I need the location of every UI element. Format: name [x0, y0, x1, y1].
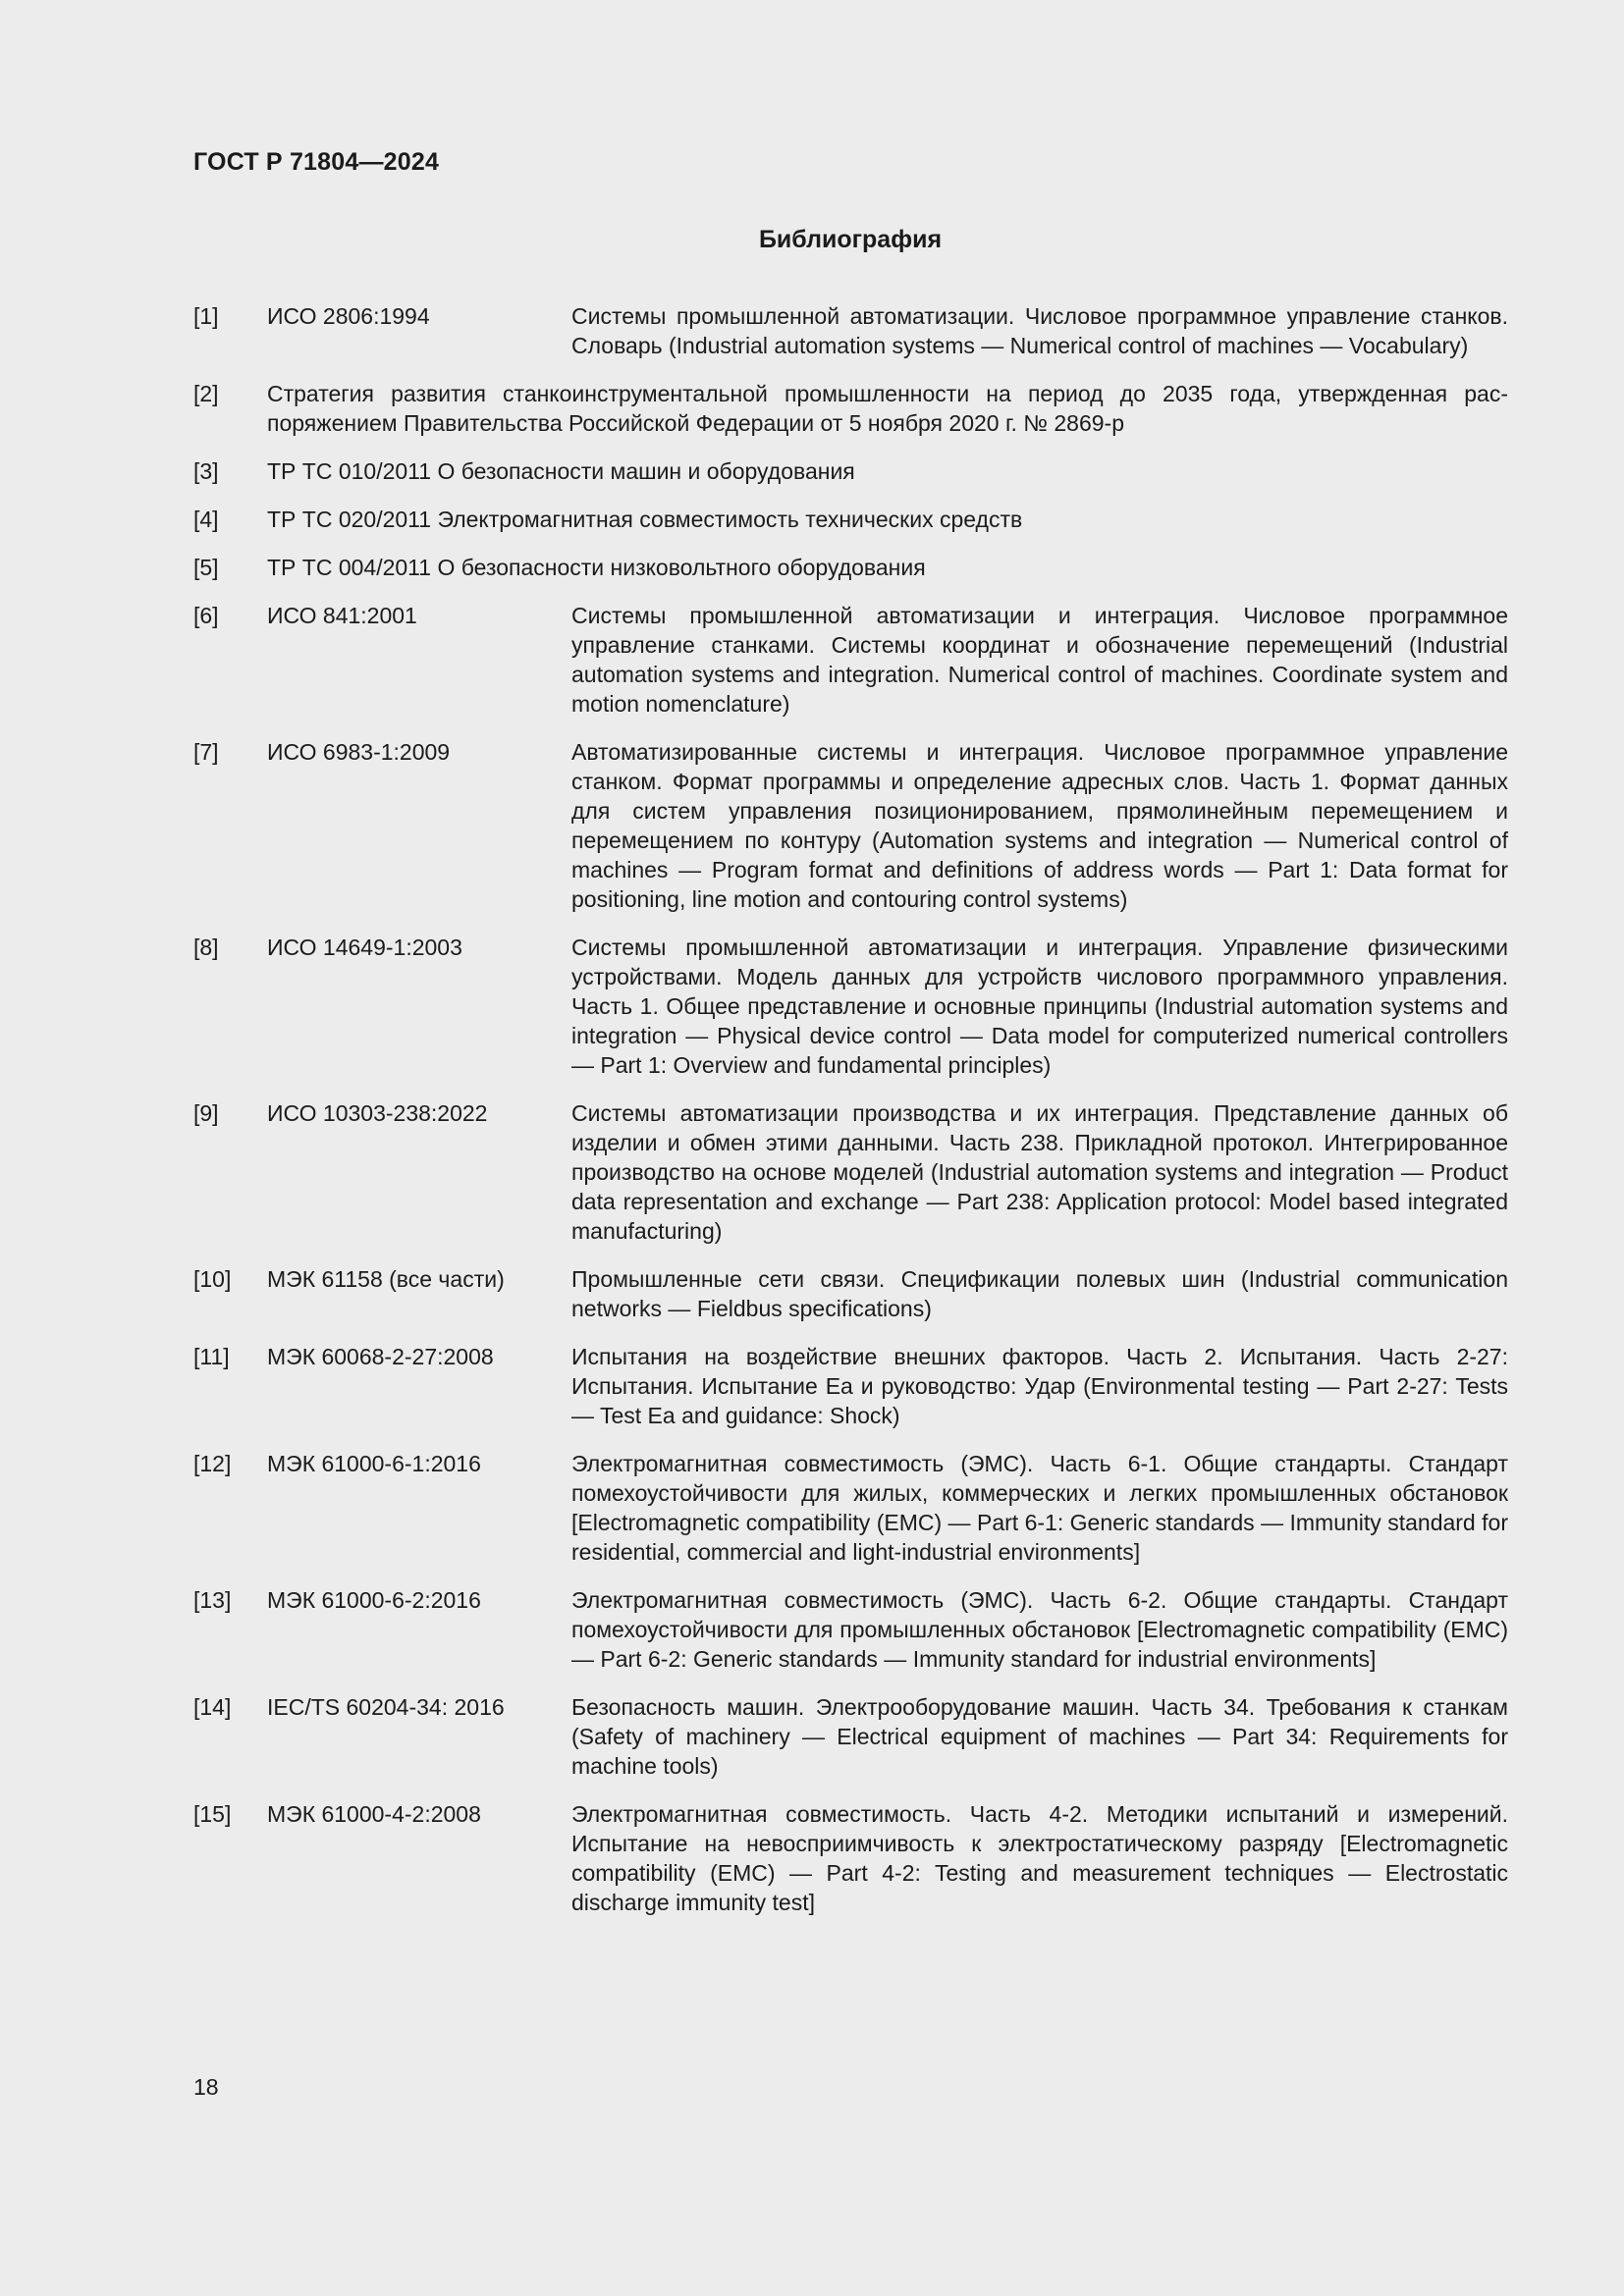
entry-description: ТР ТС 010/2011 О безопасности машин и оборудования	[267, 458, 855, 484]
bibliography-entry	[193, 1585, 1508, 1674]
entry-standard-code: МЭК 61158 (все части)	[267, 1266, 505, 1292]
entry-description: ТР ТС 004/2011 О безопасности низковольтного оборудования	[267, 555, 926, 580]
bibliography-entry	[193, 1264, 1508, 1323]
entry-description: Системы автоматизации производства и их интеграция. Представление данных об изделии и обмен этими данными. Часть 238. Прикладной протокол. Интегрированное производство на основе моделей (Industrial automation systems and integration — Product data representation and exchange — Part 238: Application protocol: Model based integrated manufacturing)	[571, 1100, 1508, 1244]
document-code-header: ГОСТ Р 71804—2024	[193, 148, 440, 176]
bibliography-entry	[193, 456, 1508, 486]
entry-number: [5]	[193, 555, 219, 580]
entry-number: [4]	[193, 507, 219, 532]
entry-standard-code: ИСО 10303-238:2022	[267, 1100, 488, 1126]
entry-standard-code: ИСО 6983-1:2009	[267, 739, 451, 765]
entry-standard-code: МЭК 61000-4-2:2008	[267, 1801, 481, 1827]
entry-description: Системы промышленной автоматизации и интеграция. Управление физическими устройствами. Модель данных для устройств числового программного управления. Часть 1. Общее представление и основные принципы (Industrial automation systems and integration — Physical device control — Data model for computerized numerical controllers — Part 1: Overview and fundamental principles)	[571, 934, 1508, 1078]
entry-description: Электромагнитная совместимость. Часть 4-2. Методики испытаний и измерений. Испытание на невосприимчивость к электростатическому разряду [Electromagnetic compatibility (EMC) — Part 4-2: Testing and measurement techniques — Electrostatic discharge immunity test]	[571, 1801, 1508, 1915]
entry-description: Промышленные сети связи. Спецификации полевых шин (Industrial communication networks — Fieldbus specifications)	[571, 1266, 1508, 1321]
entry-number: [11]	[193, 1344, 230, 1369]
bibliography-entry	[193, 505, 1508, 534]
entry-description: Стратегия развития станкоинструментальной промышленности на период до 2035 года, утвержденная распоряжением Правительства Российской Федерации от 5 ноября 2020 г. № 2869-р	[267, 381, 1508, 436]
bibliography-entry	[193, 301, 1508, 360]
entry-description: Безопасность машин. Электрооборудование машин. Часть 34. Требования к станкам (Safety of machinery — Electrical equipment of machines — Part 34: Requirements for machine tools)	[571, 1694, 1508, 1779]
entry-standard-code: МЭК 60068-2-27:2008	[267, 1344, 494, 1369]
entry-number: [1]	[193, 303, 219, 329]
entry-standard-code: МЭК 61000-6-1:2016	[267, 1451, 481, 1476]
bibliography-entry	[193, 1098, 1508, 1246]
entry-standard-code: ИСО 2806:1994	[267, 303, 430, 329]
entry-standard-code: IEC/TS 60204-34: 2016	[267, 1694, 505, 1720]
entry-standard-code: МЭК 61000-6-2:2016	[267, 1587, 481, 1613]
entry-description: Системы промышленной автоматизации. Числовое программное управление станков. Словарь (Industrial automation systems — Numerical control of machines — Vocabulary)	[571, 303, 1508, 358]
entry-number: [10]	[193, 1266, 232, 1292]
entry-description: Испытания на воздействие внешних факторов. Часть 2. Испытания. Часть 2-27: Испытания. Испытание Ea и руководство: Удар (Environmental testing — Part 2-27: Tests — Test Ea and guidance: Shock)	[571, 1344, 1508, 1428]
entry-number: [12]	[193, 1451, 232, 1476]
bibliography-entry	[193, 553, 1508, 582]
entry-number: [2]	[193, 381, 219, 406]
bibliography-entry	[193, 601, 1508, 719]
entry-description: Электромагнитная совместимость (ЭМС). Часть 6-2. Общие стандарты. Стандарт помехоустойчивости для промышленных обстановок [Electromagnetic compatibility (EMC) — Part 6-2: Generic standards — Immunity standard for industrial environments]	[571, 1587, 1508, 1672]
bibliography-entry	[193, 1799, 1508, 1917]
entry-number: [9]	[193, 1100, 219, 1126]
bibliography-list	[193, 301, 1508, 1936]
entry-standard-code: ИСО 841:2001	[267, 603, 417, 628]
entry-number: [7]	[193, 739, 219, 765]
bibliography-entry	[193, 379, 1508, 438]
entry-number: [8]	[193, 934, 219, 960]
entry-description: Электромагнитная совместимость (ЭМС). Часть 6-1. Общие стандарты. Стандарт помехоустойчивости для жилых, коммерческих и легких промышленных обстановок [Electromagnetic compatibility (EMC) — Part 6-1: Generic standards — Immunity standard for residential, commercial and light-industrial environments]	[571, 1451, 1508, 1565]
bibliography-entry	[193, 933, 1508, 1080]
bibliography-entry	[193, 1342, 1508, 1430]
bibliography-entry	[193, 737, 1508, 914]
bibliography-entry	[193, 1449, 1508, 1567]
entry-description: Автоматизированные системы и интеграция. Числовое программное управление станком. Формат программы и определение адресных слов. Часть 1. Формат данных для систем управления позиционированием, прямолинейным перемещением и перемещением по контуру (Automation systems and integration — Numerical control of machines — Program format and definitions of address words — Part 1: Data format for positioning, line motion and contouring control systems)	[571, 739, 1508, 912]
entry-standard-code: ИСО 14649-1:2003	[267, 934, 462, 960]
entry-description: Системы промышленной автоматизации и интеграция. Числовое программное управление станками. Системы координат и обозначение перемещений (Industrial automation systems and integration. Numerical control of machines. Coordinate system and motion nomenclature)	[571, 603, 1508, 717]
entry-description: ТР ТС 020/2011 Электромагнитная совместимость технических средств	[267, 507, 1023, 532]
entry-number: [14]	[193, 1694, 232, 1720]
entry-number: [6]	[193, 603, 219, 628]
bibliography-entry	[193, 1692, 1508, 1781]
bibliography-title: Библиография	[758, 226, 943, 253]
entry-number: [13]	[193, 1587, 232, 1613]
entry-number: [3]	[193, 458, 219, 484]
entry-number: [15]	[193, 1801, 232, 1827]
page-number: 18	[193, 2074, 219, 2100]
